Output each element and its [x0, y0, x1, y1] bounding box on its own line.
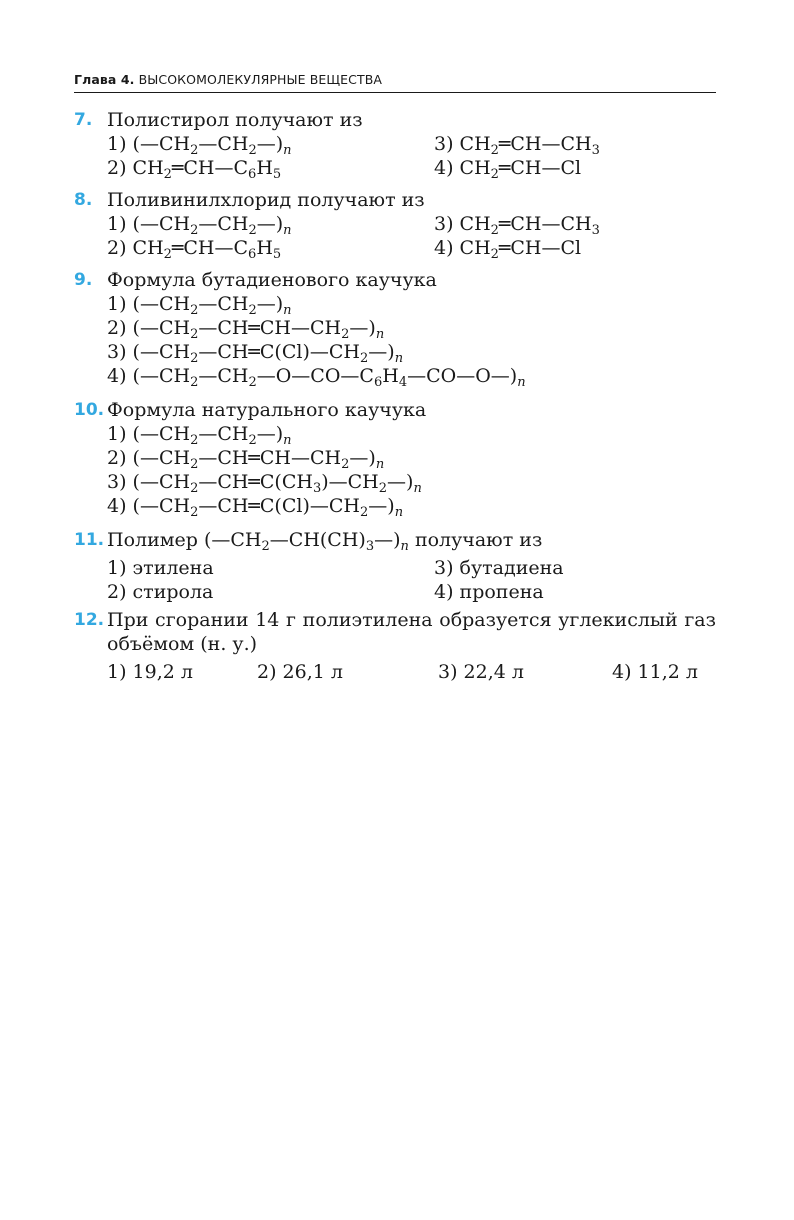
options: [107, 556, 716, 604]
question-number: 12.: [74, 610, 105, 630]
option-3: 3) $(—CH_2—CH═C(CH_3)—CH_2—)_n$: [107, 471, 422, 496]
option-4: 4) $(—CH_2—CH═C(Cl)—CH_2—)_n$: [107, 495, 404, 520]
question-text: Полимер $(—CH_2—CH(CH)_3—)_n$ получают из: [107, 529, 543, 554]
option-1: 1) 19,2 л: [107, 661, 193, 683]
options: [107, 292, 716, 388]
option-1: 1) этилена: [107, 557, 214, 579]
question-number: 7.: [74, 110, 93, 130]
option-4: 4) $CH_2═CH—Cl$: [434, 237, 582, 262]
option-4: 4) пропена: [434, 581, 544, 603]
question-12: [74, 608, 716, 684]
question-text: Формула бутадиенового каучука: [107, 269, 437, 291]
question-11: [74, 528, 716, 604]
question-number: 8.: [74, 190, 93, 210]
question-7: [74, 108, 716, 180]
option-1: 1) $(—CH_2—CH_2—)_n$: [107, 423, 292, 448]
question-number: 11.: [74, 530, 105, 550]
chapter-title: ВЫСОКОМОЛЕКУЛЯРНЫЕ ВЕЩЕСТВА: [138, 72, 383, 87]
question-text: Полистирол получают из: [107, 109, 363, 131]
question-10: [74, 398, 716, 518]
question-text: Поливинилхлорид получают из: [107, 189, 425, 211]
options: [107, 422, 716, 518]
option-2: 2) $(—CH_2—CH═CH—CH_2—)_n$: [107, 447, 385, 472]
option-3: 3) $(—CH_2—CH═C(Cl)—CH_2—)_n$: [107, 341, 404, 366]
question-9: [74, 268, 716, 388]
option-1: 1) $(—CH_2—CH_2—)_n$: [107, 293, 292, 318]
option-3: 3) $CH_2═CH—CH_3$: [434, 133, 600, 158]
page-header: [74, 72, 716, 93]
option-2: 2) 26,1 л: [257, 661, 343, 683]
chapter-label: Глава 4.: [74, 72, 135, 87]
option-2: 2) $CH_2═CH—C_6H_5$: [107, 237, 282, 262]
question-number: 10.: [74, 400, 105, 420]
option-1: 1) $(—CH_2—CH_2—)_n$: [107, 133, 292, 158]
question-text: При сгорании 14 г полиэтилена образуется углекислый газ объёмом (н. у.): [107, 609, 716, 655]
question-8: [74, 188, 716, 260]
option-3: 3) бутадиена: [434, 557, 564, 579]
options: [107, 212, 716, 260]
question-text: Формула натурального каучука: [107, 399, 427, 421]
option-4: 4) 11,2 л: [612, 661, 698, 683]
option-2: 2) стирола: [107, 581, 214, 603]
option-4: 4) $(—CH_2—CH_2—O—CO—C_6H_4—CO—O—)_n$: [107, 365, 526, 390]
option-2: 2) $(—CH_2—CH═CH—CH_2—)_n$: [107, 317, 385, 342]
option-3: 3) $CH_2═CH—CH_3$: [434, 213, 600, 238]
question-number: 9.: [74, 270, 93, 290]
option-1: 1) $(—CH_2—CH_2—)_n$: [107, 213, 292, 238]
options: [107, 660, 716, 684]
option-2: 2) $CH_2═CH—C_6H_5$: [107, 157, 282, 182]
option-3: 3) 22,4 л: [438, 661, 524, 683]
option-4: 4) $CH_2═CH—Cl$: [434, 157, 582, 182]
options: [107, 132, 716, 180]
